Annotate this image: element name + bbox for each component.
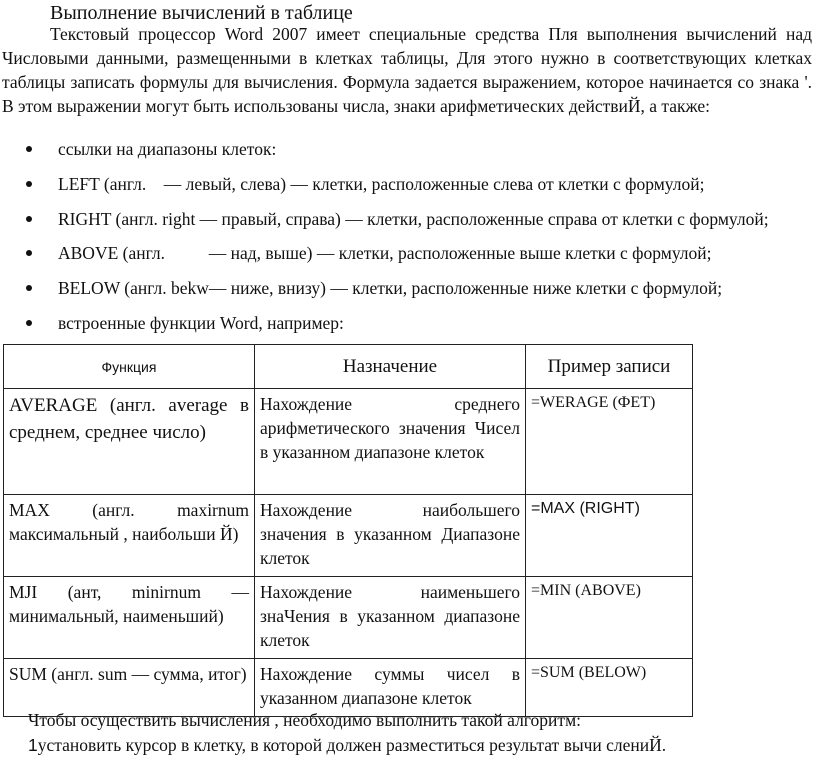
list-item bbox=[0, 241, 812, 265]
purpose-cell: Нахождение суммы чисел в указанном диапазоне клеток bbox=[255, 659, 526, 717]
bullet-list bbox=[0, 137, 812, 346]
table-row bbox=[4, 577, 693, 659]
bullet-icon bbox=[26, 181, 32, 187]
example-cell: =SUM (BELOW) bbox=[526, 659, 693, 717]
step-text: установить курсор в клетку, в которой должен разместиться результат вычи слениЙ. bbox=[37, 735, 667, 755]
intro-paragraph bbox=[2, 22, 812, 118]
example-cell: =MIN (ABOVE) bbox=[526, 577, 693, 659]
column-header-function: Функция bbox=[4, 345, 255, 389]
function-cell: SUM (англ. sum — сумма, итог) bbox=[4, 659, 255, 717]
function-cell: AVERAGE (англ. average в среднем, среднее число) bbox=[4, 389, 255, 495]
step-number: 1 bbox=[28, 735, 38, 755]
bullet-icon bbox=[26, 216, 32, 222]
intro-text: Текстовый процессор Word 2007 имеет специальные средства Пля выполнения вычислений над Числовыми данными, размещенными в клетках таблицы, Для этого нужно в соответствующих клетках таблицы записать формулы для вычисления. Формула задается выражением, которое начинается со знака '. В этом выражении могут быть использованы числа, знаки арифметических действиЙ, а также: bbox=[2, 24, 812, 116]
list-item bbox=[0, 311, 812, 335]
algorithm-step bbox=[28, 733, 808, 757]
example-cell: =WERAGE (ФЕТ) bbox=[526, 389, 693, 495]
column-header-example: Пример записи bbox=[526, 345, 693, 389]
bullet-icon bbox=[26, 250, 32, 256]
table-row bbox=[4, 389, 693, 495]
example-cell: =MAX (RIGHT) bbox=[526, 495, 693, 577]
list-item-text: LEFT (англ. — левый, слева) — клетки, расположенные слева от клетки с формулой; bbox=[58, 174, 705, 194]
table-header-row bbox=[4, 345, 693, 389]
functions-table bbox=[3, 344, 693, 717]
page-title: Выполнение вычислений в таблице bbox=[50, 2, 353, 24]
function-cell: MAX (англ. maxirnum максимальный , наибольши Й) bbox=[4, 495, 255, 577]
column-header-purpose: Назначение bbox=[255, 345, 526, 389]
list-item-text: встроенные функции Word, например: bbox=[58, 313, 344, 333]
list-item-text: ссылки на диапазоны клеток: bbox=[58, 139, 277, 159]
list-item-text: RIGHT (англ. right — правый, справа) — клетки, расположенные справа от клетки с формулой; bbox=[58, 209, 769, 229]
list-item bbox=[0, 207, 812, 231]
bullet-icon bbox=[26, 320, 32, 326]
purpose-cell: Нахождение наибольшего значения в указанном Диапазоне клеток bbox=[255, 495, 526, 577]
purpose-cell: Нахождение наименьшего знаЧения в указанном диапазоне клеток bbox=[255, 577, 526, 659]
bullet-icon bbox=[26, 146, 32, 152]
table-row bbox=[4, 495, 693, 577]
list-item bbox=[0, 137, 812, 161]
list-item bbox=[0, 276, 812, 300]
list-item bbox=[0, 172, 812, 196]
list-item-text: ABOVE (англ. — над, выше) — клетки, расположенные выше клетки с формулой; bbox=[58, 243, 712, 263]
bullet-icon bbox=[26, 285, 32, 291]
purpose-cell: Нахождение среднего арифметического значения Чисел в указанном диапазоне клеток bbox=[255, 389, 526, 495]
function-cell: MJI (ант, minirnum — минимальный, наименьший) bbox=[4, 577, 255, 659]
list-item-text: BELOW (англ. bekw— ниже, внизу) — клетки, расположенные ниже клетки с формулой; bbox=[58, 278, 723, 298]
algorithm-intro: Чтобы осуществить вычисления , необходимо выполнить такой алгоритм: bbox=[28, 710, 582, 730]
